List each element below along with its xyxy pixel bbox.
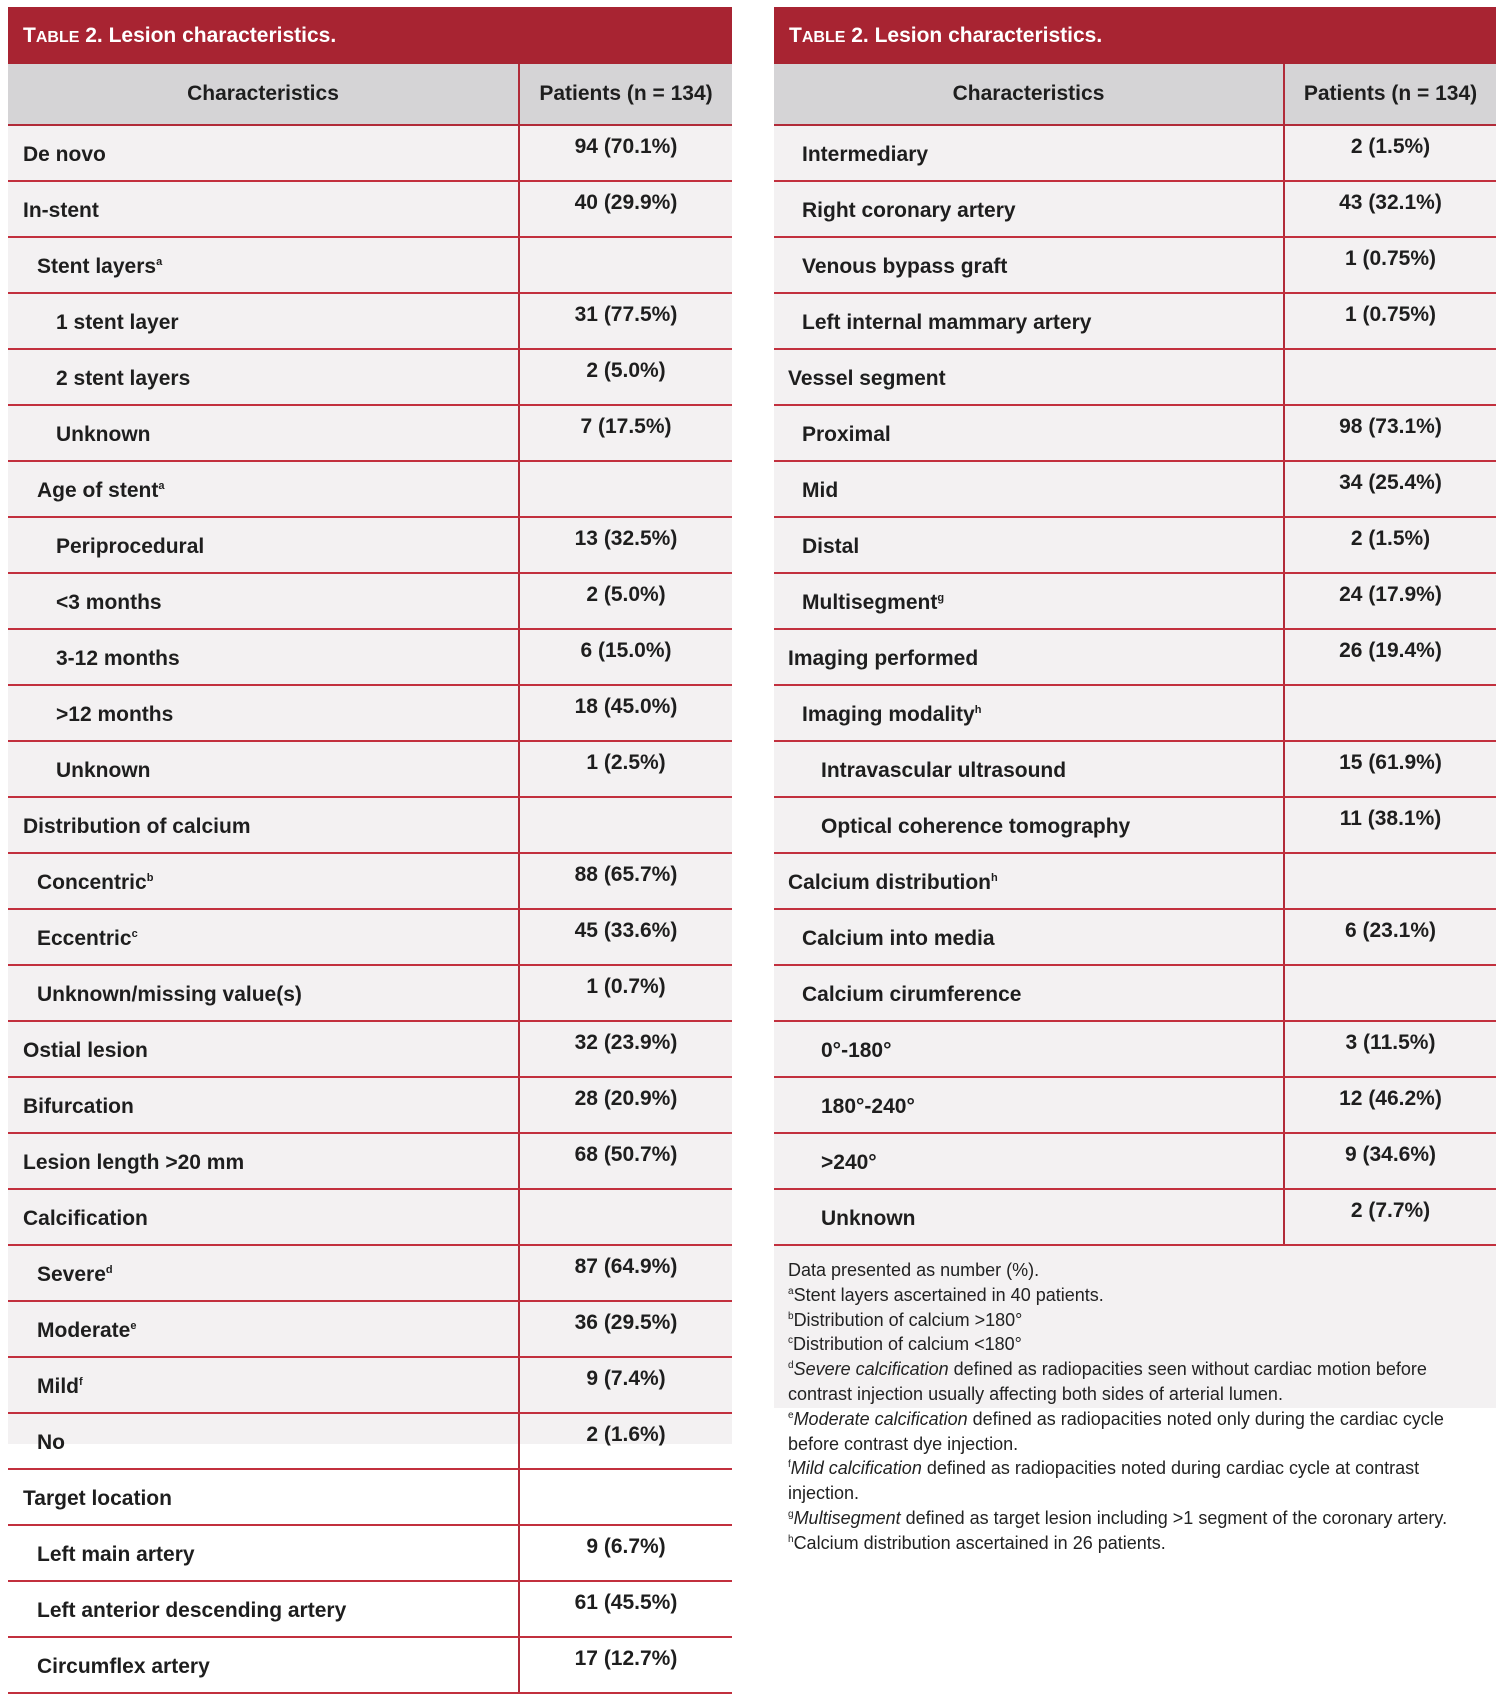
row-label: Lesion length >20 mm — [23, 1151, 245, 1174]
table-row — [8, 237, 732, 293]
footnote-marker: h — [974, 704, 982, 716]
row-value: 13 (32.5%) — [519, 517, 732, 573]
table-row — [774, 1133, 1496, 1189]
row-value — [1284, 965, 1496, 1021]
row-value — [519, 237, 732, 293]
row-value: 1 (0.7%) — [519, 965, 732, 1021]
row-value: 6 (15.0%) — [519, 629, 732, 685]
table-row — [8, 517, 732, 573]
row-label-cell — [8, 349, 519, 405]
table-row — [774, 797, 1496, 853]
row-label: Age of stent — [37, 479, 159, 502]
row-value: 28 (20.9%) — [519, 1077, 732, 1133]
row-label-cell — [8, 797, 519, 853]
footnote-term: Moderate calcification — [793, 1408, 968, 1429]
row-label-cell — [774, 125, 1284, 181]
row-label: Severe — [37, 1263, 106, 1286]
footnote-text: defined as radiopacities seen without cardiac motion before contrast injection usually affecting both sides of arterial lumen. — [788, 1359, 1427, 1404]
row-label-cell — [8, 405, 519, 461]
table-row — [8, 293, 732, 349]
row-value: 26 (19.4%) — [1284, 629, 1496, 685]
title-prefix: T — [789, 24, 802, 47]
footnote-text: Distribution of calcium >180° — [793, 1309, 1023, 1330]
footnote-marker: c — [131, 928, 138, 940]
table-row — [774, 965, 1496, 1021]
row-value: 1 (2.5%) — [519, 741, 732, 797]
table-row — [774, 853, 1496, 909]
row-label: Circumflex artery — [37, 1655, 210, 1678]
row-label: Vessel segment — [788, 367, 946, 390]
title-prefix: T — [23, 24, 36, 47]
table-row — [8, 461, 732, 517]
row-value: 11 (38.1%) — [1284, 797, 1496, 853]
row-label-cell — [774, 461, 1284, 517]
lesion-table-right — [774, 64, 1496, 1246]
row-label-cell — [8, 1077, 519, 1133]
footnote — [788, 1357, 1482, 1407]
header-characteristics: Characteristics — [774, 64, 1284, 125]
table-row — [8, 1469, 732, 1525]
footnote-marker: g — [788, 1508, 794, 1520]
row-value: 3 (11.5%) — [1284, 1021, 1496, 1077]
footnote — [788, 1258, 1482, 1283]
row-label: Intravascular ultrasound — [821, 759, 1067, 782]
row-label: <3 months — [56, 591, 162, 614]
table-body — [774, 125, 1496, 1245]
row-label-cell — [8, 237, 519, 293]
footnote-marker: h — [788, 1533, 794, 1545]
row-label: Unknown/missing value(s) — [37, 983, 302, 1006]
title-smallcaps: ABLE — [801, 29, 846, 46]
table-row — [8, 1581, 732, 1637]
row-label-cell — [774, 517, 1284, 573]
row-label-cell — [774, 853, 1284, 909]
row-label-cell — [774, 1189, 1284, 1245]
footnotes — [774, 1246, 1496, 1556]
row-label: Concentric — [37, 871, 147, 894]
footnote-text: Data presented as number (%). — [788, 1260, 1040, 1280]
row-label-cell — [8, 629, 519, 685]
row-label: Mild — [37, 1375, 79, 1398]
row-label: Calcium distribution — [788, 871, 992, 894]
table-row — [8, 965, 732, 1021]
footnote-text: defined as target lesion including >1 segment of the coronary artery. — [900, 1507, 1448, 1528]
table-row — [8, 741, 732, 797]
row-label: 2 stent layers — [56, 367, 191, 390]
footnote-text: defined as radiopacities noted only during the cardiac cycle before contrast dye injection. — [788, 1408, 1444, 1454]
row-label: Left internal mammary artery — [802, 311, 1092, 334]
row-label: 3-12 months — [56, 647, 180, 670]
row-label: In-stent — [23, 199, 99, 222]
row-label-cell — [8, 1525, 519, 1581]
row-value: 36 (29.5%) — [519, 1301, 732, 1357]
row-label: Calcium into media — [802, 927, 995, 950]
row-value: 40 (29.9%) — [519, 181, 732, 237]
table-row — [774, 517, 1496, 573]
footnote — [788, 1332, 1482, 1357]
row-label-cell — [8, 293, 519, 349]
table-row — [774, 461, 1496, 517]
table-row — [774, 293, 1496, 349]
table-row — [8, 909, 732, 965]
footnote-marker: h — [991, 872, 998, 884]
table-row — [774, 741, 1496, 797]
table-row — [774, 237, 1496, 293]
row-value — [519, 461, 732, 517]
row-value: 9 (34.6%) — [1284, 1133, 1496, 1189]
footnote-marker: b — [788, 1310, 794, 1322]
row-label: Ostial lesion — [23, 1039, 148, 1062]
row-value: 6 (23.1%) — [1284, 909, 1496, 965]
footnote-marker: d — [105, 1264, 113, 1276]
row-label: Calcification — [23, 1207, 148, 1230]
table-row — [8, 1133, 732, 1189]
footnote-marker: a — [156, 256, 163, 268]
row-label: Stent layers — [37, 255, 157, 278]
footnote-marker: g — [937, 592, 945, 604]
table-row — [8, 181, 732, 237]
row-label: Venous bypass graft — [802, 255, 1008, 278]
title-smallcaps: ABLE — [35, 29, 80, 46]
row-value — [519, 1189, 732, 1245]
row-label: 0°-180° — [821, 1039, 892, 1062]
row-label: Multisegment — [802, 591, 938, 614]
row-label-cell — [8, 909, 519, 965]
row-label: >12 months — [56, 703, 174, 726]
row-value: 2 (1.5%) — [1284, 517, 1496, 573]
row-label: Target location — [23, 1487, 172, 1510]
table-row — [8, 685, 732, 741]
footnote-marker: a — [788, 1285, 794, 1297]
table-row — [8, 405, 732, 461]
row-label-cell — [774, 629, 1284, 685]
footnote-marker: e — [130, 1320, 137, 1332]
row-label: Unknown — [821, 1207, 916, 1230]
table-row — [8, 1301, 732, 1357]
row-value: 15 (61.9%) — [1284, 741, 1496, 797]
row-label-cell — [774, 909, 1284, 965]
row-value: 7 (17.5%) — [519, 405, 732, 461]
table-row — [8, 1413, 732, 1469]
row-label: Mid — [802, 479, 839, 502]
row-label-cell — [774, 797, 1284, 853]
row-label: Optical coherence tomography — [821, 815, 1131, 838]
row-label-cell — [8, 573, 519, 629]
row-value: 2 (5.0%) — [519, 573, 732, 629]
footnote-marker: d — [788, 1360, 794, 1372]
row-value: 34 (25.4%) — [1284, 461, 1496, 517]
table-row — [774, 629, 1496, 685]
row-label: De novo — [23, 143, 106, 166]
header-patients: Patients (n = 134) — [1284, 64, 1496, 125]
table-row — [774, 573, 1496, 629]
row-label-cell — [774, 405, 1284, 461]
table-row — [774, 405, 1496, 461]
row-value: 98 (73.1%) — [1284, 405, 1496, 461]
row-value: 9 (7.4%) — [519, 1357, 732, 1413]
row-value — [1284, 685, 1496, 741]
row-label: Calcium cirumference — [802, 983, 1022, 1006]
row-label-cell — [8, 1357, 519, 1413]
row-label-cell — [8, 125, 519, 181]
footnote-term: Mild calcification — [790, 1458, 922, 1479]
row-label: Periprocedural — [56, 535, 205, 558]
footnote-marker: e — [788, 1409, 794, 1421]
row-value: 2 (1.6%) — [519, 1413, 732, 1469]
title-text: 2. Lesion characteristics. — [845, 24, 1103, 47]
table-row — [8, 573, 732, 629]
row-label-cell — [774, 349, 1284, 405]
table-row — [774, 1189, 1496, 1245]
row-label: Imaging performed — [788, 647, 979, 670]
table-row — [8, 1637, 732, 1693]
row-value: 68 (50.7%) — [519, 1133, 732, 1189]
row-value — [519, 797, 732, 853]
row-label-cell — [8, 1469, 519, 1525]
row-label-cell — [8, 517, 519, 573]
row-label-cell — [8, 1637, 519, 1693]
footnote-term: Multisegment — [793, 1507, 901, 1528]
table-row — [774, 181, 1496, 237]
row-label-cell — [8, 181, 519, 237]
table-row — [774, 685, 1496, 741]
row-label: No — [37, 1431, 65, 1454]
footnote-term: Severe calcification — [793, 1359, 949, 1380]
row-value: 88 (65.7%) — [519, 853, 732, 909]
row-label-cell — [774, 1021, 1284, 1077]
table-row — [8, 125, 732, 181]
row-label: Distribution of calcium — [23, 815, 251, 838]
row-value: 2 (1.5%) — [1284, 125, 1496, 181]
row-label-cell — [8, 685, 519, 741]
row-value: 45 (33.6%) — [519, 909, 732, 965]
row-value: 31 (77.5%) — [519, 293, 732, 349]
header-row — [774, 64, 1496, 125]
table-row — [8, 1189, 732, 1245]
row-label-cell — [774, 293, 1284, 349]
table-row — [8, 1245, 732, 1301]
row-label: Moderate — [37, 1319, 131, 1342]
lesion-table-left — [8, 64, 732, 1694]
row-value: 1 (0.75%) — [1284, 293, 1496, 349]
row-label: Left main artery — [37, 1543, 195, 1566]
table-panel-left — [8, 7, 732, 1678]
row-value: 12 (46.2%) — [1284, 1077, 1496, 1133]
footnote — [788, 1407, 1482, 1457]
table-row — [8, 853, 732, 909]
row-label: 180°-240° — [821, 1095, 915, 1118]
footnote — [788, 1531, 1482, 1556]
footnote — [788, 1506, 1482, 1531]
row-label: Unknown — [56, 759, 151, 782]
row-value — [1284, 853, 1496, 909]
footnote-marker: b — [146, 872, 154, 884]
row-value: 61 (45.5%) — [519, 1581, 732, 1637]
row-value: 87 (64.9%) — [519, 1245, 732, 1301]
table-row — [8, 629, 732, 685]
row-value: 24 (17.9%) — [1284, 573, 1496, 629]
row-label-cell — [774, 685, 1284, 741]
row-label: >240° — [821, 1151, 877, 1174]
table-row — [8, 1021, 732, 1077]
table-title — [774, 7, 1496, 64]
row-label-cell — [8, 853, 519, 909]
footnote — [788, 1308, 1482, 1333]
row-label: Imaging modality — [802, 703, 975, 726]
table-row — [774, 1021, 1496, 1077]
row-label-cell — [774, 1133, 1284, 1189]
footnote-marker: f — [788, 1459, 791, 1471]
row-label-cell — [8, 965, 519, 1021]
row-value: 43 (32.1%) — [1284, 181, 1496, 237]
table-row — [8, 1357, 732, 1413]
footnote-text: Calcium distribution ascertained in 26 patients. — [793, 1532, 1166, 1553]
table-row — [774, 909, 1496, 965]
table-row — [8, 797, 732, 853]
row-value — [1284, 349, 1496, 405]
row-value: 17 (12.7%) — [519, 1637, 732, 1693]
row-value: 9 (6.7%) — [519, 1525, 732, 1581]
row-value: 32 (23.9%) — [519, 1021, 732, 1077]
row-value — [519, 1469, 732, 1525]
footnote — [788, 1283, 1482, 1308]
table-row — [774, 125, 1496, 181]
row-label: Distal — [802, 535, 860, 558]
row-label: Bifurcation — [23, 1095, 134, 1118]
footnote-marker: f — [79, 1376, 83, 1388]
footnote-marker: c — [788, 1335, 793, 1347]
footnote-text: Stent layers ascertained in 40 patients. — [793, 1284, 1104, 1305]
row-label-cell — [8, 741, 519, 797]
table-panel-right — [774, 7, 1496, 1553]
row-label-cell — [8, 1189, 519, 1245]
row-label: Unknown — [56, 423, 151, 446]
row-label-cell — [774, 181, 1284, 237]
row-label-cell — [8, 1133, 519, 1189]
row-label-cell — [774, 237, 1284, 293]
header-characteristics: Characteristics — [8, 64, 519, 125]
title-text: 2. Lesion characteristics. — [79, 24, 337, 47]
table-row — [8, 1077, 732, 1133]
row-value: 1 (0.75%) — [1284, 237, 1496, 293]
row-label: Intermediary — [802, 143, 929, 166]
row-label: 1 stent layer — [56, 311, 179, 334]
row-label: Eccentric — [37, 927, 132, 950]
table-row — [774, 1077, 1496, 1133]
footnote-marker: a — [158, 480, 165, 492]
row-label: Right coronary artery — [802, 199, 1016, 222]
footnote-text: defined as radiopacities noted during cardiac cycle at contrast injection. — [788, 1458, 1420, 1504]
table-title — [8, 7, 732, 64]
row-value: 2 (5.0%) — [519, 349, 732, 405]
row-label: Left anterior descending artery — [37, 1599, 347, 1622]
row-label-cell — [8, 1301, 519, 1357]
row-label-cell — [8, 1413, 519, 1469]
row-label: Proximal — [802, 423, 891, 446]
table-row — [8, 1525, 732, 1581]
header-row — [8, 64, 732, 125]
row-label-cell — [774, 1077, 1284, 1133]
row-label-cell — [774, 741, 1284, 797]
row-value: 94 (70.1%) — [519, 125, 732, 181]
row-label-cell — [774, 965, 1284, 1021]
table-row — [774, 349, 1496, 405]
row-value: 18 (45.0%) — [519, 685, 732, 741]
table-body — [8, 125, 732, 1693]
row-label-cell — [8, 1581, 519, 1637]
row-value: 2 (7.7%) — [1284, 1189, 1496, 1245]
row-label-cell — [8, 1021, 519, 1077]
header-patients: Patients (n = 134) — [519, 64, 732, 125]
table-row — [8, 349, 732, 405]
footnote-text: Distribution of calcium <180° — [793, 1334, 1022, 1355]
row-label-cell — [774, 573, 1284, 629]
row-label-cell — [8, 461, 519, 517]
row-label-cell — [8, 1245, 519, 1301]
